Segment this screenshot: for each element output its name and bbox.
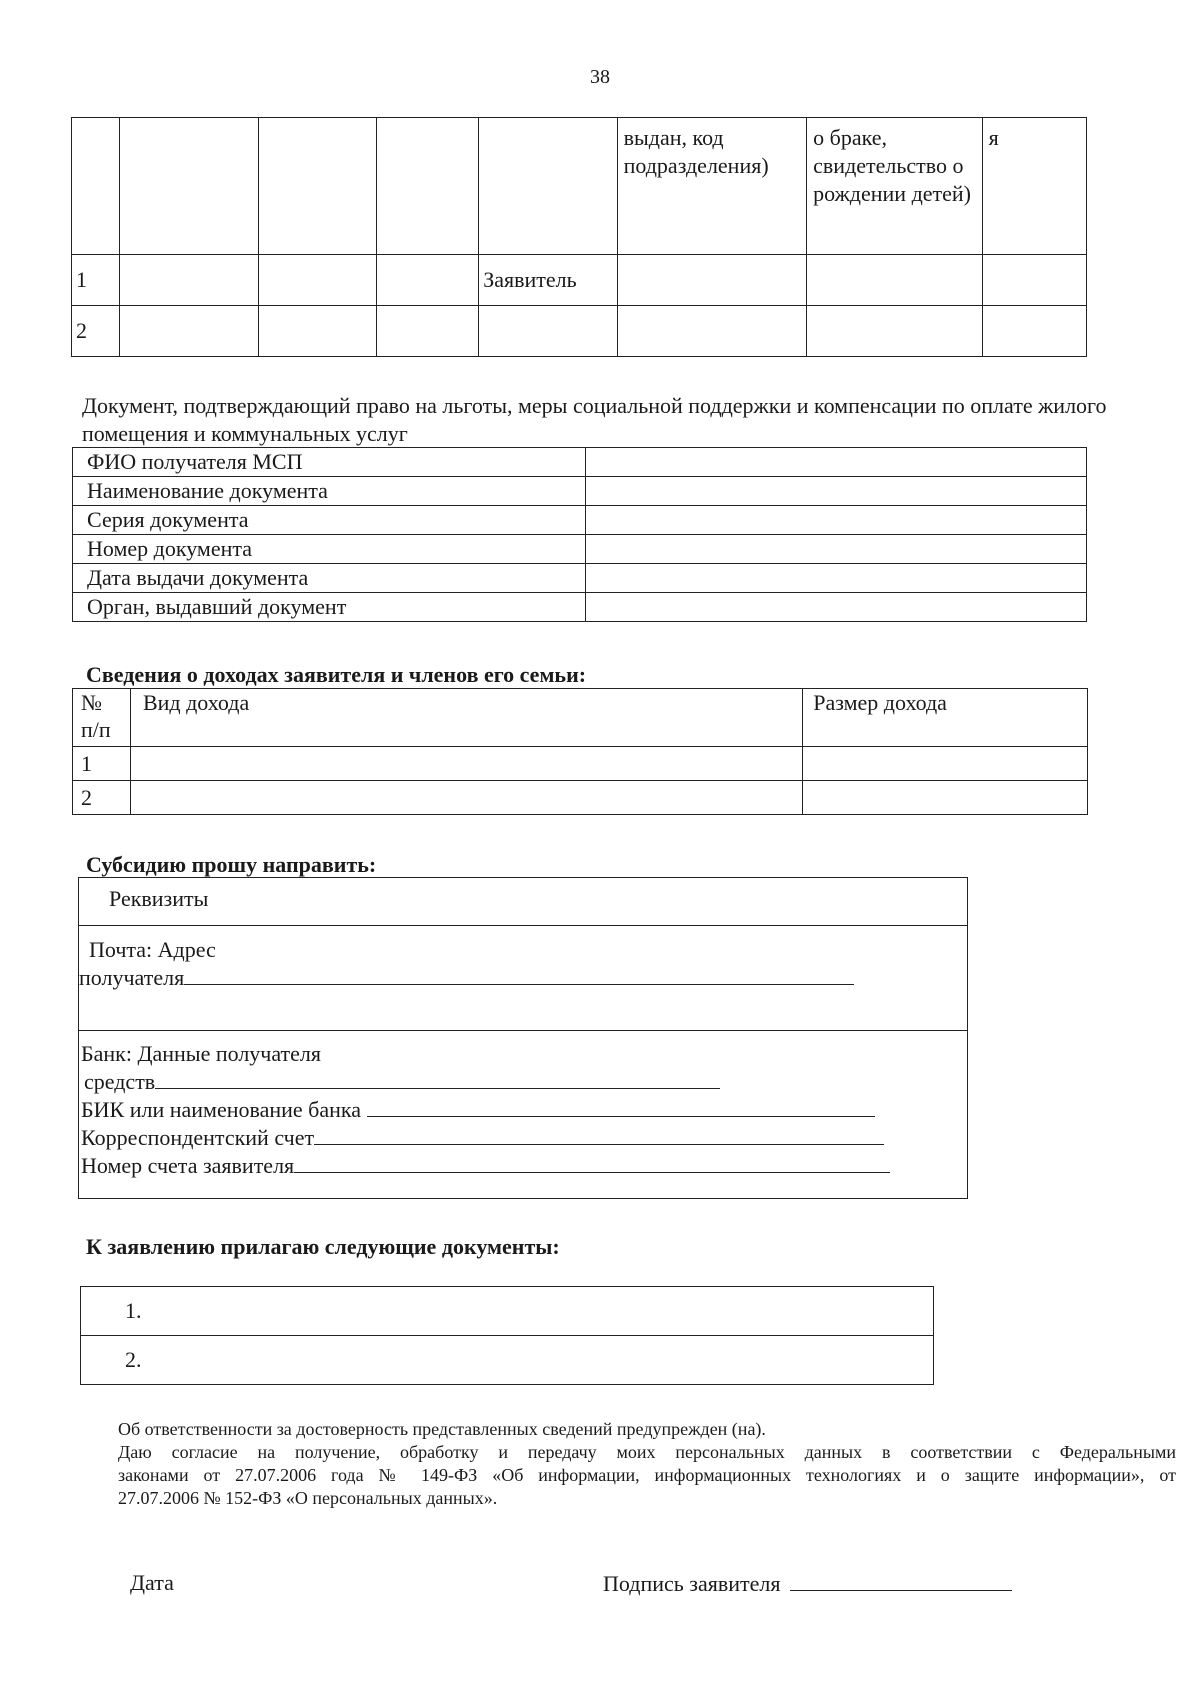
role-cell xyxy=(479,306,617,357)
table-cell xyxy=(807,255,983,306)
table-row xyxy=(72,306,1087,357)
field-value[interactable] xyxy=(586,477,1087,506)
declaration-line: 27.07.2006 № 152-ФЗ «О персональных данных». xyxy=(118,1488,498,1508)
signature-label: Подпись заявителя xyxy=(603,1571,781,1596)
table-cell xyxy=(982,306,1086,357)
table-row xyxy=(73,689,1088,747)
table-row xyxy=(73,747,1088,781)
page-number: 38 xyxy=(590,66,610,88)
benefit-document-intro: Документ, подтверждающий право на льготы, меры социальной поддержки и компенсации по оплате жилого помещения и коммунальных услуг xyxy=(82,393,1107,446)
corr-account-field[interactable] xyxy=(314,1124,884,1145)
table-cell xyxy=(72,118,120,255)
table-row xyxy=(73,781,1088,815)
requisites-label: Реквизиты xyxy=(109,886,209,911)
field-value[interactable] xyxy=(586,448,1087,477)
date-label: Дата xyxy=(130,1570,174,1595)
account-label: Номер счета заявителя xyxy=(81,1153,295,1178)
table-row xyxy=(73,593,1087,622)
attachments-table xyxy=(80,1286,934,1385)
row-number: 2 xyxy=(73,781,131,815)
attachments-heading: К заявлению прилагаю следующие документы: xyxy=(86,1234,560,1259)
table-cell xyxy=(376,118,478,255)
col-type-header: Вид дохода xyxy=(130,689,802,747)
divider xyxy=(79,925,967,926)
subsidy-box xyxy=(78,877,968,1199)
signature-row xyxy=(603,1570,1012,1597)
bik-field[interactable] xyxy=(367,1096,875,1117)
row-number: 1 xyxy=(73,747,131,781)
table-cell xyxy=(376,306,478,357)
table-row xyxy=(73,535,1087,564)
mail-recipient-row xyxy=(79,964,854,992)
field-label: Серия документа xyxy=(73,506,586,535)
mail-recipient-label: получателя xyxy=(79,965,185,990)
bik-row xyxy=(81,1096,875,1124)
corr-account-label: Корреспондентский счет xyxy=(81,1125,315,1150)
table-cell xyxy=(479,118,617,255)
field-label: Наименование документа xyxy=(73,477,586,506)
corr-account-row xyxy=(81,1124,884,1152)
row-number: 1 xyxy=(72,255,120,306)
attachment-item[interactable]: 1. xyxy=(81,1287,934,1336)
table-row xyxy=(72,118,1087,255)
table-row xyxy=(72,255,1087,306)
mail-address-field[interactable] xyxy=(184,964,854,985)
income-type-cell[interactable] xyxy=(130,747,802,781)
income-type-cell[interactable] xyxy=(130,781,802,815)
table-cell: выдан, код подразделения) xyxy=(617,118,807,255)
divider xyxy=(79,1030,967,1031)
role-cell: Заявитель xyxy=(479,255,617,306)
table-cell xyxy=(120,255,258,306)
table-cell xyxy=(982,255,1086,306)
table-cell xyxy=(258,306,376,357)
bank-funds-row xyxy=(84,1068,720,1096)
table-cell: о браке, свидетельство о рождении детей) xyxy=(807,118,983,255)
col-amount-header: Размер дохода xyxy=(803,689,1088,747)
col-num-header: № п/п xyxy=(73,689,131,747)
subsidy-heading: Субсидию прошу направить: xyxy=(86,852,377,877)
table-row xyxy=(73,564,1087,593)
bank-funds-label: средств xyxy=(84,1069,156,1094)
field-label: Орган, выдавший документ xyxy=(73,593,586,622)
account-row xyxy=(81,1152,890,1180)
table-cell xyxy=(120,118,258,255)
table-row xyxy=(73,448,1087,477)
mail-address-label: Почта: Адрес xyxy=(89,937,216,962)
table-cell xyxy=(807,306,983,357)
field-label: Номер документа xyxy=(73,535,586,564)
benefit-document-table xyxy=(72,447,1087,622)
table-row xyxy=(73,506,1087,535)
income-table xyxy=(72,688,1088,815)
field-value[interactable] xyxy=(586,535,1087,564)
table-cell xyxy=(120,306,258,357)
declaration-line: законами от 27.07.2006 года № 149-ФЗ «Об информации, информационных технологиях и о защите информации», от xyxy=(118,1465,1176,1485)
bik-label: БИК или наименование банка xyxy=(81,1097,362,1122)
field-value[interactable] xyxy=(586,564,1087,593)
signature-field[interactable] xyxy=(790,1570,1012,1591)
field-label: ФИО получателя МСП xyxy=(73,448,586,477)
bank-recipient-label: Банк: Данные получателя xyxy=(81,1041,322,1066)
table-cell: я xyxy=(982,118,1086,255)
table-cell xyxy=(376,255,478,306)
table-cell xyxy=(258,118,376,255)
table-row xyxy=(81,1336,934,1385)
field-value[interactable] xyxy=(586,506,1087,535)
field-label: Дата выдачи документа xyxy=(73,564,586,593)
bank-recipient-field[interactable] xyxy=(155,1068,720,1089)
declaration-line: Даю согласие на получение, обработку и передачу моих персональных данных в соответствии с Федеральными xyxy=(118,1442,1176,1462)
income-amount-cell[interactable] xyxy=(803,781,1088,815)
table-cell xyxy=(617,255,807,306)
income-amount-cell[interactable] xyxy=(803,747,1088,781)
account-field[interactable] xyxy=(294,1152,890,1173)
row-number: 2 xyxy=(72,306,120,357)
declaration-line: Об ответственности за достоверность представленных сведений предупрежден (на). xyxy=(118,1419,766,1439)
applicants-table xyxy=(71,117,1087,357)
table-cell xyxy=(617,306,807,357)
income-heading: Сведения о доходах заявителя и членов его семьи: xyxy=(86,662,587,687)
table-cell xyxy=(258,255,376,306)
table-row xyxy=(81,1287,934,1336)
declaration xyxy=(118,1418,1176,1510)
field-value[interactable] xyxy=(586,593,1087,622)
table-row xyxy=(73,477,1087,506)
attachment-item[interactable]: 2. xyxy=(81,1336,934,1385)
